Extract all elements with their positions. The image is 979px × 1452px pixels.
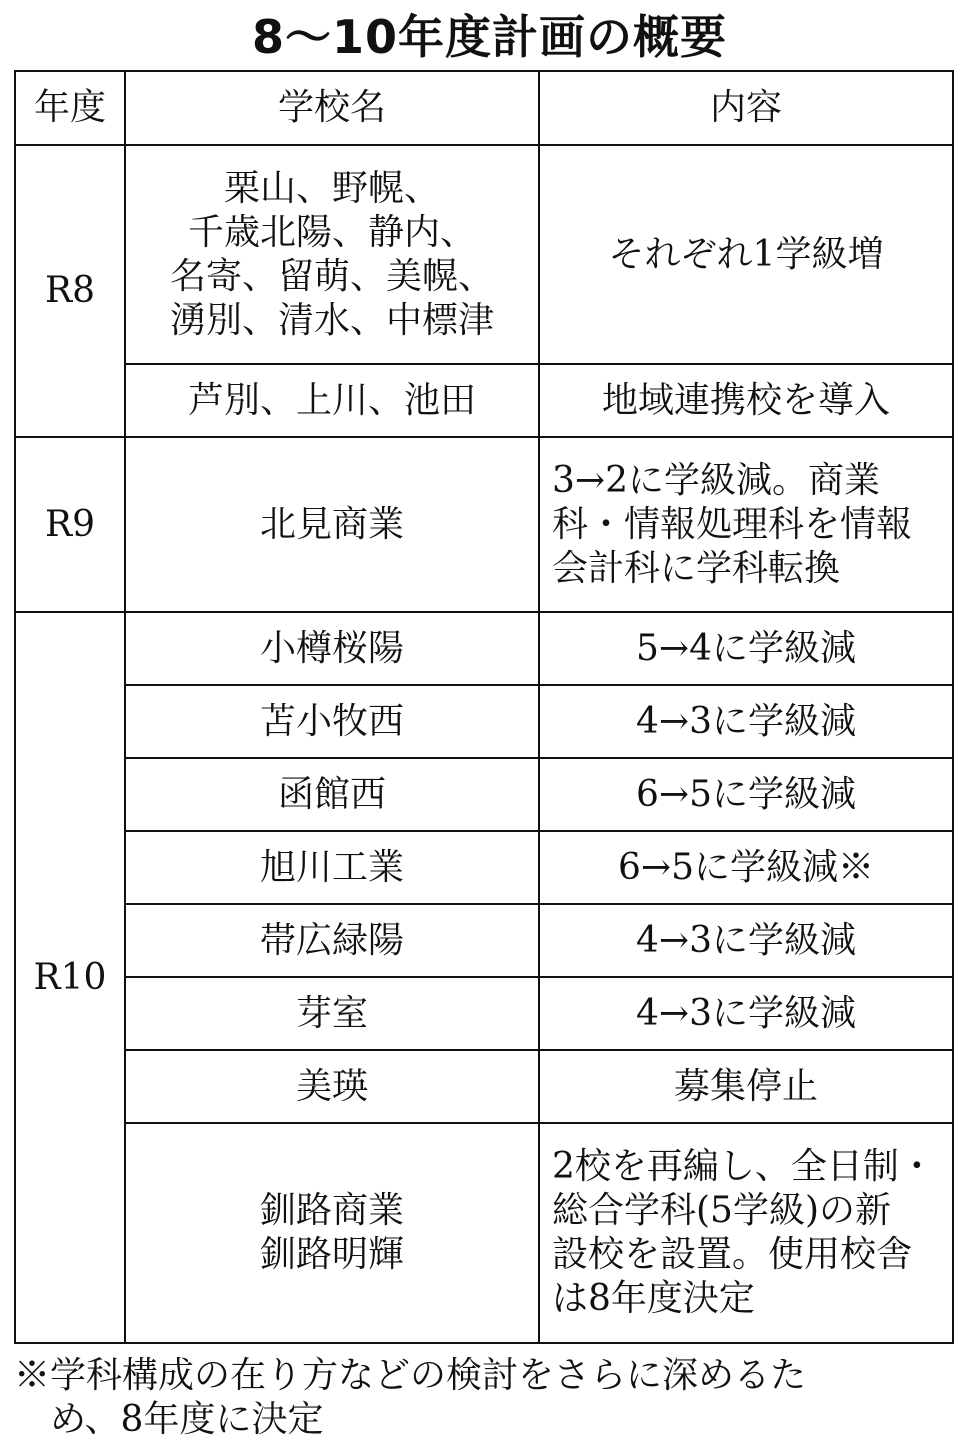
table-row: [15, 831, 953, 904]
school-cell: 釧路商業 釧路明輝: [125, 1123, 539, 1343]
header-content: 内容: [539, 71, 953, 145]
content-cell: 4→3に学級減: [539, 685, 953, 758]
school-cell: 芽室: [125, 977, 539, 1050]
school-cell: 小樽桜陽: [125, 612, 539, 685]
school-cell: 函館西: [125, 758, 539, 831]
year-cell: R9: [15, 437, 125, 612]
content-cell: 4→3に学級減: [539, 977, 953, 1050]
page-title: 8〜10年度計画の概要: [251, 10, 728, 64]
school-cell: 北見商業: [125, 437, 539, 612]
table-row: [15, 904, 953, 977]
table-row: [15, 1050, 953, 1123]
content-cell: 4→3に学級減: [539, 904, 953, 977]
table-row: [15, 364, 953, 437]
footnote: ※学科構成の在り方などの検討をさらに深めるた め、8年度に決定: [14, 1355, 807, 1440]
school-cell: 帯広緑陽: [125, 904, 539, 977]
table-row: [15, 612, 953, 685]
table-row: [15, 1123, 953, 1343]
table-row: [15, 685, 953, 758]
school-cell: 栗山、野幌、 千歳北陽、静内、 名寄、留萌、美幌、 湧別、清水、中標津: [125, 145, 539, 364]
table-row: [15, 437, 953, 612]
content-cell: 募集停止: [539, 1050, 953, 1123]
content-cell: 地域連携校を導入: [539, 364, 953, 437]
year-cell: R8: [15, 145, 125, 437]
plan-table: [14, 70, 954, 1344]
table-row: [15, 758, 953, 831]
content-cell: 5→4に学級減: [539, 612, 953, 685]
table-header-row: [15, 71, 953, 145]
school-cell: 旭川工業: [125, 831, 539, 904]
school-cell: 苫小牧西: [125, 685, 539, 758]
content-cell: 6→5に学級減※: [539, 831, 953, 904]
table-row: [15, 977, 953, 1050]
school-cell: 芦別、上川、池田: [125, 364, 539, 437]
header-school: 学校名: [125, 71, 539, 145]
year-cell: R10: [15, 612, 125, 1343]
table-row: [15, 145, 953, 364]
school-cell: 美瑛: [125, 1050, 539, 1123]
content-cell: 2校を再編し、全日制・ 総合学科(5学級)の新 設校を設置。使用校舎 は8年度決定: [539, 1123, 953, 1343]
content-cell: 6→5に学級減: [539, 758, 953, 831]
content-cell: それぞれ1学級増: [539, 145, 953, 364]
header-year: 年度: [15, 71, 125, 145]
content-cell: 3→2に学級減。商業 科・情報処理科を情報 会計科に学科転換: [539, 437, 953, 612]
